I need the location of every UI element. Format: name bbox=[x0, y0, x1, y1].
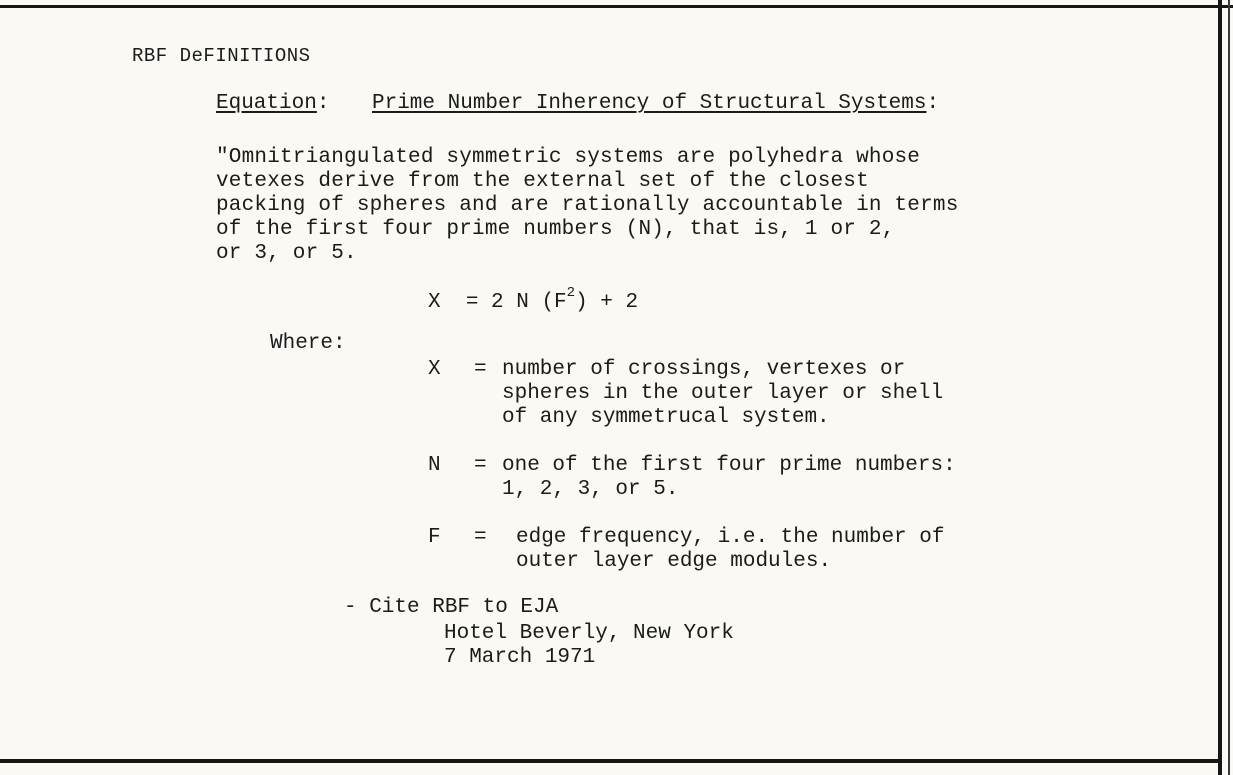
definition-equals: = bbox=[474, 526, 487, 549]
right-outer-border-line bbox=[1228, 0, 1230, 775]
definition-line: spheres in the outer layer or shell bbox=[502, 382, 944, 405]
quote-line: of the first four prime numbers (N), that is, 1 or 2, bbox=[216, 218, 895, 241]
formula-exponent: 2 bbox=[566, 285, 576, 301]
definition-equals: = bbox=[474, 454, 487, 477]
definition-line: 1, 2, 3, or 5. bbox=[502, 478, 679, 501]
quote-line: "Omnitriangulated symmetric systems are polyhedra whose bbox=[216, 146, 921, 169]
equation-label-colon: : bbox=[316, 92, 330, 115]
top-border-line bbox=[0, 5, 1233, 8]
formula-rhs-pre: 2 N (F bbox=[491, 291, 567, 314]
formula-lhs: X bbox=[428, 291, 441, 314]
quote-line: or 3, or 5. bbox=[216, 242, 357, 265]
formula-equals: = bbox=[465, 291, 479, 314]
equation-title-colon: : bbox=[926, 92, 940, 115]
quote-line: vetexes derive from the external set of the closest bbox=[216, 170, 869, 193]
citation-line: - Cite RBF to EJA bbox=[344, 596, 559, 619]
equation-title-row bbox=[372, 92, 939, 116]
definition-line: number of crossings, vertexes or bbox=[502, 358, 906, 381]
equation-title: Prime Number Inherency of Structural Systems bbox=[372, 92, 927, 115]
definition-symbol: N bbox=[428, 454, 441, 477]
where-label: Where: bbox=[270, 332, 346, 355]
quote-line: packing of spheres and are rationally accountable in terms bbox=[216, 194, 959, 217]
definition-line: outer layer edge modules. bbox=[516, 550, 832, 573]
definition-line: edge frequency, i.e. the number of bbox=[516, 526, 945, 549]
equation-label: Equation bbox=[216, 92, 317, 115]
right-border-line bbox=[1218, 0, 1222, 775]
definition-symbol: F bbox=[428, 526, 441, 549]
main-formula bbox=[428, 284, 638, 315]
citation-date: 7 March 1971 bbox=[444, 646, 596, 669]
definition-equals: = bbox=[474, 358, 487, 381]
citation-location: Hotel Beverly, New York bbox=[444, 622, 734, 645]
definition-symbol: X bbox=[428, 358, 441, 381]
definition-line: one of the first four prime numbers: bbox=[502, 454, 956, 477]
formula-rhs-post: ) + 2 bbox=[575, 291, 639, 314]
document-title: RBF DeFINITIONS bbox=[132, 45, 311, 67]
bottom-border-line bbox=[0, 759, 1220, 763]
equation-label-row bbox=[216, 92, 329, 116]
definition-line: of any symmetrucal system. bbox=[502, 406, 830, 429]
